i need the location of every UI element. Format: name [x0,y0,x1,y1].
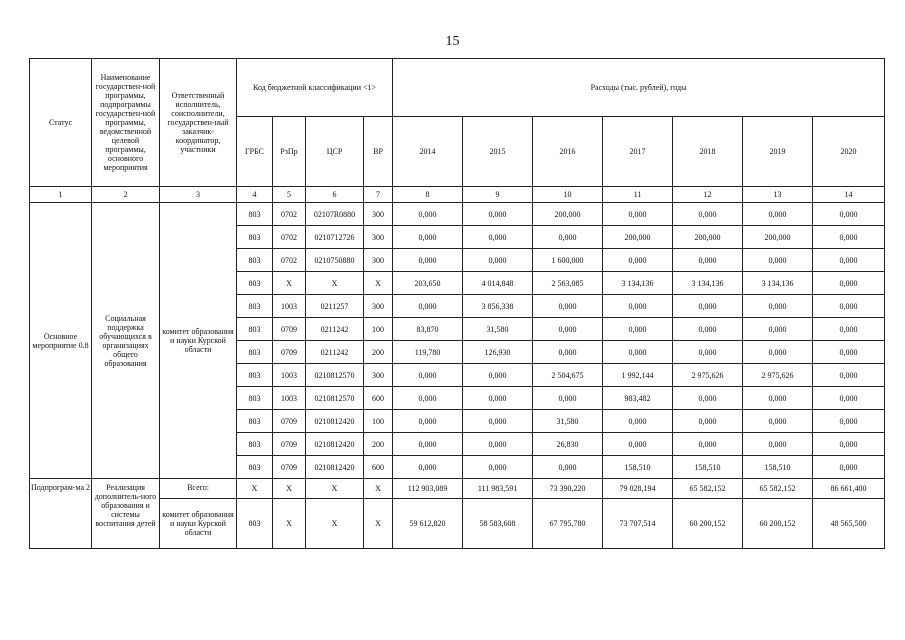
cell-amount: 0,000 [813,387,885,410]
cell-amount: 0,000 [813,295,885,318]
cell-amount: 0,000 [463,226,533,249]
row-status: Основное мероприятие 0.8 [30,203,92,479]
cell-amount: 0,000 [743,341,813,364]
cell-amount: 2 975,626 [673,364,743,387]
cell-amount: 0,000 [813,226,885,249]
cell-amount: 2 563,085 [533,272,603,295]
cell-csr: 0211242 [306,318,364,341]
header-rzpr: РзПр [273,117,306,187]
cell-amount: 200,000 [603,226,673,249]
cell-csr: Х [306,499,364,549]
cell-rzpr: 0709 [273,433,306,456]
column-number: 1 [30,187,92,203]
cell-amount: 0,000 [393,203,463,226]
cell-grbs: 803 [237,499,273,549]
cell-amount: 0,000 [533,387,603,410]
cell-amount: 0,000 [813,364,885,387]
header-year: 2017 [603,117,673,187]
cell-amount: 0,000 [533,295,603,318]
cell-amount: 0,000 [603,433,673,456]
cell-csr: 0210812420 [306,456,364,479]
cell-vr: 300 [364,203,393,226]
cell-amount: 0,000 [813,272,885,295]
cell-grbs: 803 [237,410,273,433]
cell-rzpr: Х [273,272,306,295]
cell-amount: 0,000 [673,410,743,433]
cell-amount: 119,780 [393,341,463,364]
column-number: 13 [743,187,813,203]
cell-amount: 0,000 [463,456,533,479]
cell-grbs: 803 [237,341,273,364]
header-name: Наименование государствен-ной программы, подпрограммы государствен-ной программы, ведомственной целевой программы, основного мероприятия [92,59,160,187]
cell-vr: 300 [364,249,393,272]
column-number: 9 [463,187,533,203]
cell-amount: 26,830 [533,433,603,456]
cell-amount: 0,000 [813,410,885,433]
cell-amount: 0,000 [393,295,463,318]
cell-amount: 0,000 [603,203,673,226]
cell-grbs: 803 [237,226,273,249]
cell-amount: 0,000 [813,203,885,226]
cell-amount: 203,650 [393,272,463,295]
cell-amount: 48 565,500 [813,499,885,549]
header-csr: ЦСР [306,117,364,187]
cell-amount: 0,000 [393,456,463,479]
cell-vr: Х [364,479,393,499]
budget-table [29,58,885,549]
cell-amount: 0,000 [743,318,813,341]
cell-vr: 600 [364,456,393,479]
cell-csr: 0211242 [306,341,364,364]
cell-amount: 0,000 [463,410,533,433]
cell-amount: 0,000 [603,249,673,272]
column-number: 12 [673,187,743,203]
cell-vr: Х [364,272,393,295]
header-status: Статус [30,59,92,187]
cell-grbs: 803 [237,203,273,226]
cell-amount: 0,000 [393,226,463,249]
cell-amount: 158,510 [673,456,743,479]
cell-amount: 0,000 [393,410,463,433]
group1-body [30,203,885,479]
cell-amount: 2 975,626 [743,364,813,387]
cell-rzpr: Х [273,499,306,549]
cell-rzpr: 1003 [273,295,306,318]
cell-amount: 0,000 [743,295,813,318]
cell-grbs: 803 [237,249,273,272]
cell-amount: 0,000 [813,341,885,364]
cell-csr: 0210750880 [306,249,364,272]
cell-amount: 0,000 [393,433,463,456]
cell-amount: 67 795,780 [533,499,603,549]
cell-amount: 126,930 [463,341,533,364]
cell-amount: 0,000 [603,295,673,318]
row-name: Реализация дополнитель-ного образования и системы воспитания детей [92,479,160,549]
column-number: 14 [813,187,885,203]
cell-vr: 200 [364,341,393,364]
cell-amount: 0,000 [673,341,743,364]
cell-vr: 300 [364,295,393,318]
cell-amount: 3 134,136 [743,272,813,295]
cell-csr: Х [306,272,364,295]
cell-grbs: 803 [237,433,273,456]
cell-csr: 0210712726 [306,226,364,249]
cell-amount: 0,000 [463,249,533,272]
cell-amount: 0,000 [603,341,673,364]
cell-rzpr: 0702 [273,226,306,249]
header-vr: ВР [364,117,393,187]
cell-amount: 31,580 [463,318,533,341]
cell-amount: 0,000 [673,433,743,456]
cell-amount: 983,482 [603,387,673,410]
cell-amount: 58 583,608 [463,499,533,549]
cell-amount: 4 014,848 [463,272,533,295]
cell-amount: 0,000 [673,203,743,226]
group2-body [30,479,885,549]
row-responsible: Всего: [160,479,237,499]
cell-csr: Х [306,479,364,499]
row-name: Социальная поддержка обучающихся в организациях общего образования [92,203,160,479]
cell-amount: 0,000 [603,410,673,433]
cell-amount: 73 707,514 [603,499,673,549]
header-responsible: Ответственный исполнитель, соисполнители, государствен-ный заказчик-координатор, участники [160,59,237,187]
cell-vr: 100 [364,410,393,433]
cell-rzpr: 0709 [273,341,306,364]
cell-vr: 300 [364,226,393,249]
column-number: 3 [160,187,237,203]
cell-csr: 02107R0880 [306,203,364,226]
cell-csr: 0211257 [306,295,364,318]
cell-amount: 0,000 [743,203,813,226]
cell-amount: 111 983,591 [463,479,533,499]
cell-amount: 65 582,152 [743,479,813,499]
header-year: 2019 [743,117,813,187]
cell-amount: 0,000 [533,341,603,364]
cell-amount: 86 661,400 [813,479,885,499]
cell-grbs: Х [237,479,273,499]
cell-rzpr: 0709 [273,318,306,341]
cell-csr: 0210812420 [306,410,364,433]
page-number: 15 [445,34,460,49]
cell-amount: 0,000 [673,387,743,410]
cell-amount: 0,000 [673,295,743,318]
cell-amount: 0,000 [813,456,885,479]
cell-rzpr: 0709 [273,456,306,479]
cell-amount: 0,000 [393,249,463,272]
cell-amount: 60 200,152 [743,499,813,549]
row-responsible: комитет образования и науки Курской области [160,203,237,479]
cell-amount: 0,000 [533,318,603,341]
cell-amount: 3 134,136 [603,272,673,295]
cell-amount: 0,000 [673,318,743,341]
cell-grbs: 803 [237,318,273,341]
cell-amount: 3 856,338 [463,295,533,318]
cell-amount: 1 600,000 [533,249,603,272]
cell-vr: 600 [364,387,393,410]
cell-amount: 2 504,675 [533,364,603,387]
column-number: 10 [533,187,603,203]
cell-amount: 0,000 [743,249,813,272]
cell-amount: 31,580 [533,410,603,433]
cell-amount: 0,000 [533,456,603,479]
cell-amount: 0,000 [813,433,885,456]
column-number: 7 [364,187,393,203]
header-year: 2016 [533,117,603,187]
cell-amount: 158,510 [743,456,813,479]
cell-amount: 3 134,136 [673,272,743,295]
cell-amount: 0,000 [463,387,533,410]
cell-amount: 60 200,152 [673,499,743,549]
cell-amount: 79 028,194 [603,479,673,499]
row-responsible: комитет образования и науки Курской области [160,499,237,549]
header-year: 2018 [673,117,743,187]
cell-grbs: 803 [237,295,273,318]
cell-amount: 0,000 [393,387,463,410]
cell-amount: 1 992,144 [603,364,673,387]
cell-csr: 0210812570 [306,364,364,387]
cell-rzpr: 1003 [273,387,306,410]
column-number-row [30,187,885,203]
table-row [30,479,885,499]
header-year: 2015 [463,117,533,187]
cell-amount: 0,000 [743,410,813,433]
cell-grbs: 803 [237,456,273,479]
cell-amount: 0,000 [463,433,533,456]
cell-vr: 100 [364,318,393,341]
cell-amount: 0,000 [393,364,463,387]
cell-rzpr: 1003 [273,364,306,387]
column-number: 5 [273,187,306,203]
cell-rzpr: 0702 [273,249,306,272]
cell-amount: 65 582,152 [673,479,743,499]
cell-amount: 158,510 [603,456,673,479]
cell-rzpr: 0702 [273,203,306,226]
cell-csr: 0210812570 [306,387,364,410]
cell-grbs: 803 [237,364,273,387]
cell-amount: 73 390,220 [533,479,603,499]
column-number: 4 [237,187,273,203]
header-budget-code: Код бюджетной классификации <1> [237,59,393,117]
cell-amount: 0,000 [813,249,885,272]
column-number: 2 [92,187,160,203]
cell-amount: 200,000 [743,226,813,249]
column-number: 11 [603,187,673,203]
cell-grbs: 803 [237,387,273,410]
cell-amount: 0,000 [463,364,533,387]
cell-amount: 0,000 [533,226,603,249]
row-status: Подпрограм-ма 2 [30,479,92,549]
cell-amount: 200,000 [533,203,603,226]
cell-rzpr: 0709 [273,410,306,433]
cell-csr: 0210812420 [306,433,364,456]
cell-rzpr: Х [273,479,306,499]
cell-vr: 200 [364,433,393,456]
cell-amount: 0,000 [603,318,673,341]
cell-amount: 0,000 [673,249,743,272]
header-grbs: ГРБС [237,117,273,187]
cell-amount: 0,000 [463,203,533,226]
table-row [30,203,885,226]
cell-amount: 83,870 [393,318,463,341]
header-year: 2020 [813,117,885,187]
cell-amount: 0,000 [743,387,813,410]
header-expenses: Расходы (тыс. рублей), годы [393,59,885,117]
cell-amount: 0,000 [743,433,813,456]
cell-vr: Х [364,499,393,549]
cell-amount: 59 612,820 [393,499,463,549]
column-number: 8 [393,187,463,203]
header-year: 2014 [393,117,463,187]
cell-amount: 0,000 [813,318,885,341]
cell-grbs: 803 [237,272,273,295]
cell-vr: 300 [364,364,393,387]
column-number: 6 [306,187,364,203]
cell-amount: 200,000 [673,226,743,249]
cell-amount: 112 903,089 [393,479,463,499]
